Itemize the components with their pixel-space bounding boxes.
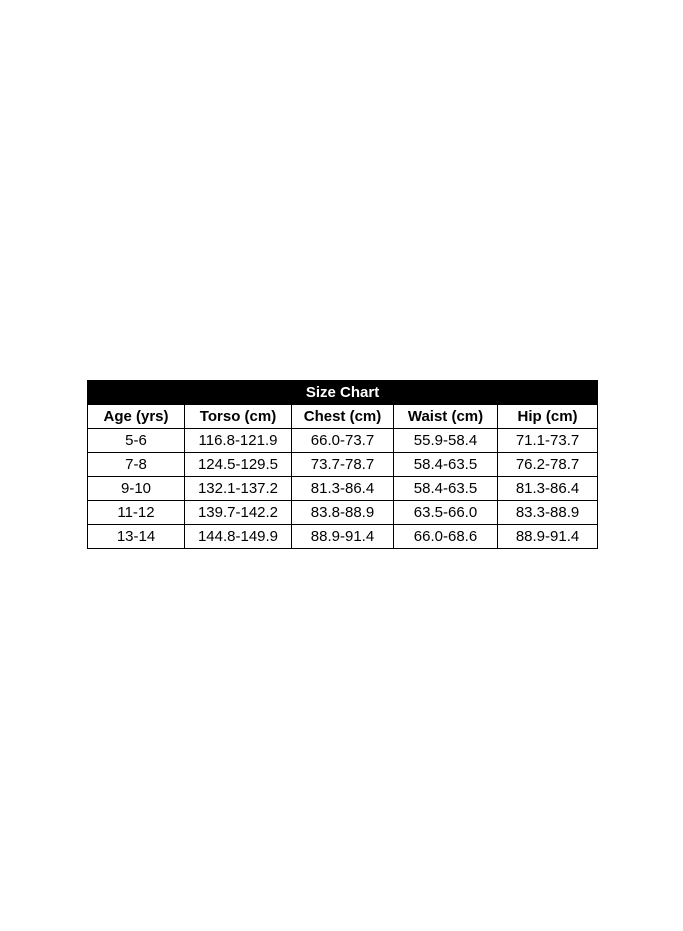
cell-chest: 66.0-73.7	[292, 429, 394, 453]
cell-waist: 58.4-63.5	[394, 477, 498, 501]
cell-waist: 55.9-58.4	[394, 429, 498, 453]
table-row	[88, 429, 598, 453]
header-hip: Hip (cm)	[498, 405, 598, 429]
cell-age: 13-14	[88, 525, 185, 549]
cell-age: 5-6	[88, 429, 185, 453]
cell-torso: 124.5-129.5	[185, 453, 292, 477]
size-chart-table	[87, 380, 598, 549]
cell-chest: 88.9-91.4	[292, 525, 394, 549]
header-waist: Waist (cm)	[394, 405, 498, 429]
cell-chest: 73.7-78.7	[292, 453, 394, 477]
header-torso: Torso (cm)	[185, 405, 292, 429]
cell-chest: 83.8-88.9	[292, 501, 394, 525]
table-row	[88, 453, 598, 477]
header-row	[88, 405, 598, 429]
cell-hip: 76.2-78.7	[498, 453, 598, 477]
cell-age: 7-8	[88, 453, 185, 477]
table-row	[88, 477, 598, 501]
cell-waist: 63.5-66.0	[394, 501, 498, 525]
title-row	[88, 381, 598, 405]
table-row	[88, 525, 598, 549]
table-row	[88, 501, 598, 525]
cell-torso: 144.8-149.9	[185, 525, 292, 549]
cell-chest: 81.3-86.4	[292, 477, 394, 501]
header-age: Age (yrs)	[88, 405, 185, 429]
cell-age: 9-10	[88, 477, 185, 501]
cell-waist: 58.4-63.5	[394, 453, 498, 477]
cell-torso: 116.8-121.9	[185, 429, 292, 453]
table-title: Size Chart	[88, 381, 598, 405]
cell-hip: 71.1-73.7	[498, 429, 598, 453]
cell-hip: 83.3-88.9	[498, 501, 598, 525]
cell-hip: 81.3-86.4	[498, 477, 598, 501]
cell-torso: 132.1-137.2	[185, 477, 292, 501]
cell-torso: 139.7-142.2	[185, 501, 292, 525]
cell-hip: 88.9-91.4	[498, 525, 598, 549]
cell-age: 11-12	[88, 501, 185, 525]
header-chest: Chest (cm)	[292, 405, 394, 429]
cell-waist: 66.0-68.6	[394, 525, 498, 549]
